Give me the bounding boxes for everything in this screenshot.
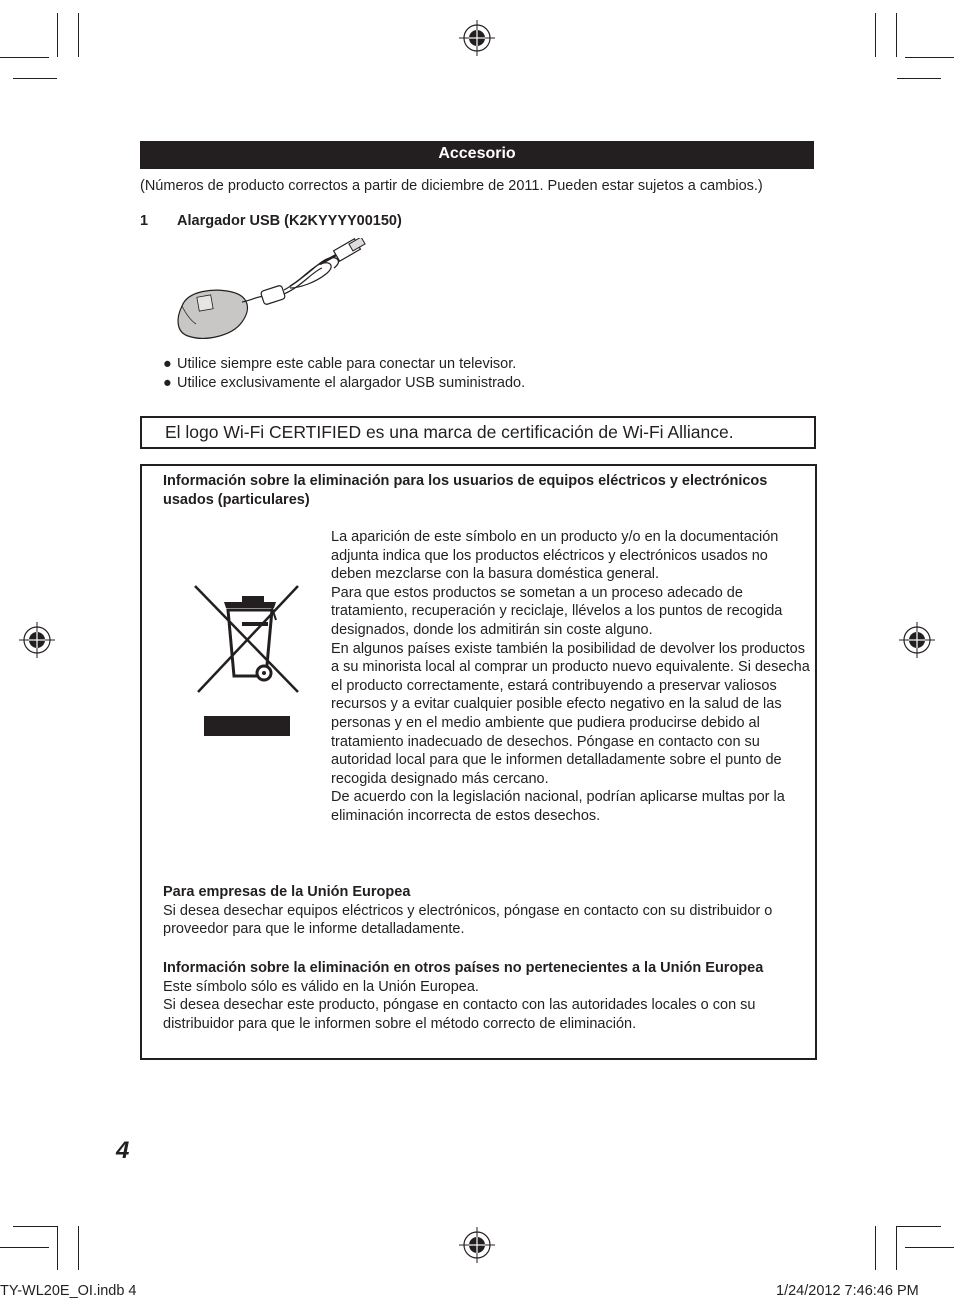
accessory-item xyxy=(140,213,402,229)
crop-mark xyxy=(0,57,49,58)
crop-mark xyxy=(897,78,941,79)
crop-mark xyxy=(897,1226,941,1227)
disposal-title: Información sobre la eliminación para los usuarios de equipos eléctricos y electrónicos usados (particulares) xyxy=(163,473,768,508)
disposal-paragraph: Para que estos productos se sometan a un proceso adecado de tratamiento, recuperación y reciclaje, llévelos a los puntos de recogida designados, donde los admitirán sin coste alguno. xyxy=(331,584,783,638)
crop-mark xyxy=(13,78,57,79)
non-eu-heading: Información sobre la eliminación en otros países no pertenecientes a la Unión Europea xyxy=(163,960,764,976)
business-heading: Para empresas de la Unión Europea xyxy=(163,884,411,900)
crop-mark xyxy=(905,1247,954,1248)
crop-mark xyxy=(875,13,876,57)
business-section xyxy=(163,883,803,939)
crop-mark xyxy=(896,1226,897,1270)
non-eu-section xyxy=(163,959,803,1033)
crop-mark xyxy=(78,13,79,57)
footer-file: TY-WL20E_OI.indb 4 xyxy=(0,1283,137,1299)
registration-mark-icon xyxy=(19,622,55,658)
registration-mark-icon xyxy=(459,1227,495,1263)
registration-mark-icon xyxy=(459,20,495,56)
accessory-number: 1 xyxy=(140,213,149,229)
wifi-notice-box xyxy=(140,416,816,449)
accessory-name: Alargador USB (K2KYYYY00150) xyxy=(177,213,402,229)
usb-extension-cable-icon xyxy=(170,238,370,348)
business-text: Si desea desechar equipos eléctricos y electrónicos, póngase en contacto con su distribuidor o proveedor para que le informe detalladamente. xyxy=(163,902,773,938)
crop-mark xyxy=(57,13,58,57)
non-eu-text: Este símbolo sólo es válido en la Unión Europea. xyxy=(163,978,479,995)
footer-timestamp: 1/24/2012 7:46:46 PM xyxy=(776,1283,919,1299)
list-item xyxy=(163,355,525,374)
disposal-paragraph: De acuerdo con la legislación nacional, podrían aplicarse multas por la eliminación incorrecta de estos desechos. xyxy=(331,789,785,824)
non-eu-text: Si desea desechar este producto, póngase en contacto con las autoridades locales o con su distribuidor para que le informen sobre el método correcto de eliminación. xyxy=(163,997,756,1032)
crop-mark xyxy=(875,1226,876,1270)
usage-notes xyxy=(163,355,525,392)
bullet-text: Utilice siempre este cable para conectar un televisor. xyxy=(177,356,517,372)
crop-mark xyxy=(78,1226,79,1270)
wifi-notice-text: El logo Wi-Fi CERTIFIED es una marca de certificación de Wi-Fi Alliance. xyxy=(165,422,734,442)
registration-mark-icon xyxy=(899,622,935,658)
crop-mark xyxy=(13,1226,57,1227)
bullet-text: Utilice exclusivamente el alargador USB suministrado. xyxy=(177,374,526,391)
disposal-paragraph: En algunos países existe también la posibilidad de devolver los productos a su minorista local al comprar un producto nuevo equivalente. Si desecha el producto correctamente, estará contribuyendo a preservar valiosos recursos y a evitar cualquier posible efecto negativo en la salud de las personas y en el medio ambiente que pudiera producirse debido al tratamiento inadecuado de desechos. Póngase en contacto con su autoridad local para que le informen detalladamente sobre el punto de recogida designado más cercano. xyxy=(331,640,810,787)
crossed-out-wheelie-bin-icon xyxy=(190,578,302,738)
crop-mark xyxy=(896,13,897,57)
page-number: 4 xyxy=(116,1137,130,1164)
list-item xyxy=(163,374,525,393)
crop-mark xyxy=(57,1226,58,1270)
bullet-icon: ● xyxy=(163,374,172,391)
crop-mark xyxy=(0,1247,49,1248)
disposal-paragraph: La aparición de este símbolo en un producto y/o en la documentación adjunta indica que los productos eléctricos y electrónicos usados no deben mezclarse con la basura doméstica general. xyxy=(331,529,779,583)
section-header-accesorio: Accesorio xyxy=(140,141,814,169)
disposal-description xyxy=(331,528,811,826)
bullet-icon: ● xyxy=(163,356,172,372)
crop-mark xyxy=(905,57,954,58)
intro-note: (Números de producto correctos a partir de diciembre de 2011. Pueden estar sujetos a cambios.) xyxy=(140,178,763,194)
